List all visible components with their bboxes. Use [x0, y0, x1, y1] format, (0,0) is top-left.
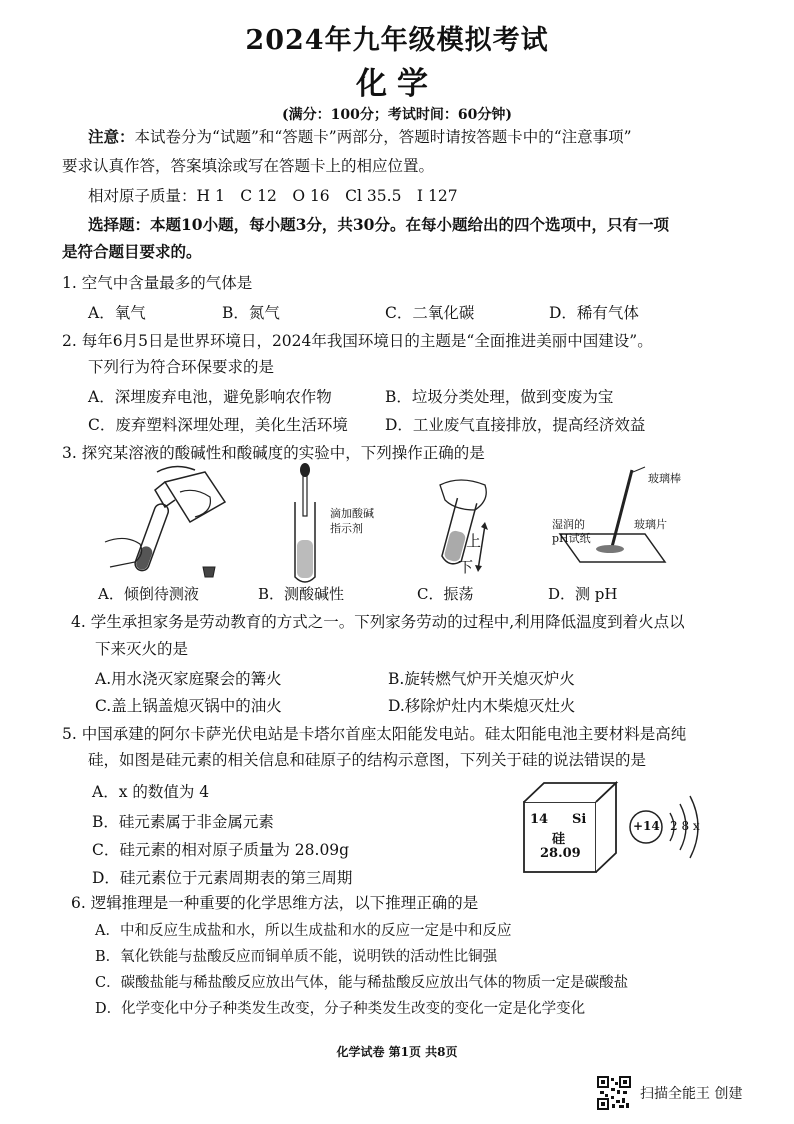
element-name: 硅	[552, 832, 566, 847]
label-paper-2: pH试纸	[552, 532, 591, 545]
q6-stem: 6. 逻辑推理是一种重要的化学思维方法，以下推理正确的是	[71, 894, 479, 912]
notice-text-1: 本试卷分为“试题”和“答题卡”两部分，答题时请按答题卡中的“注意事项”	[134, 128, 632, 146]
atom-nucleus: +14	[633, 819, 660, 833]
q1-stem: 1. 空气中含量最多的气体是	[62, 274, 253, 292]
subject-title: 化学	[356, 66, 438, 102]
section-line-1	[88, 214, 669, 236]
q1-option-b: B．氮气	[222, 304, 280, 322]
atomic-mass: 相对原子质量：H 1 C 12 O 16 Cl 35.5 I 127	[88, 187, 458, 205]
q4-option-c: C.盖上锅盖熄灭锅中的油火	[95, 697, 282, 715]
q5-option-a: A．x 的数值为 4	[92, 783, 210, 801]
label-up: 上	[466, 532, 482, 550]
q2-option-c: C．废弃塑料深埋处理，美化生活环境	[88, 416, 348, 434]
q4-stem-1: 4. 学生承担家务是劳动教育的方式之一。下列家务劳动的过程中,利用降低温度到着火点以	[71, 613, 685, 631]
notice-line-2: 要求认真作答，答案填涂或写在答题卡上的相应位置。	[62, 157, 435, 175]
q3-option-b: B．测酸碱性	[258, 585, 345, 603]
section-text-1: 本题10小题，每小题3分，共30分。在每小题给出的四个选项中，只有一项	[150, 215, 669, 234]
label-paper-1: 湿润的	[552, 518, 585, 531]
atom-shells: 2 8 x	[670, 819, 700, 833]
q2-option-b: B．垃圾分类处理，做到变废为宝	[385, 388, 614, 406]
page-footer: 化学试卷 第1页 共8页	[336, 1045, 458, 1059]
q2-option-a: A．深埋废弃电池，避免影响农作物	[88, 388, 332, 406]
q2-stem-1: 2. 每年6月5日是世界环境日，2024年我国环境日的主题是“全面推进美丽中国建设”。	[62, 332, 653, 350]
element-symbol: Si	[572, 812, 587, 827]
label-indicator-1: 滴加酸碱	[330, 507, 374, 520]
q5-option-d: D．硅元素位于元素周期表的第三周期	[92, 869, 353, 887]
q5-option-c: C．硅元素的相对原子质量为 28.09g	[92, 841, 350, 859]
q6-option-a: A．中和反应生成盐和水，所以生成盐和水的反应一定是中和反应	[95, 923, 512, 939]
q6-option-c: C．碳酸盐能与稀盐酸反应放出气体，能与稀盐酸反应放出气体的物质一定是碳酸盐	[95, 975, 629, 991]
q2-stem-2: 下列行为符合环保要求的是	[88, 358, 275, 376]
q3-option-a: A．倾倒待测液	[98, 585, 199, 603]
q3-option-d: D．测 pH	[548, 585, 618, 603]
exam-meta: (满分：100分；考试时间：60分钟)	[282, 107, 512, 123]
label-glass-plate: 玻璃片	[634, 518, 667, 531]
q3-stem: 3. 探究某溶液的酸碱性和酸碱度的实验中，下列操作正确的是	[62, 444, 485, 462]
section-label: 选择题：	[88, 215, 151, 234]
q1-option-a: A．氧气	[88, 304, 146, 322]
figure-pouring	[95, 462, 235, 582]
section-line-2: 是符合题目要求的。	[62, 242, 202, 261]
q4-option-a: A.用水浇灭家庭聚会的篝火	[95, 670, 282, 688]
qr-code-icon	[597, 1076, 631, 1110]
element-number: 14	[530, 812, 549, 827]
scanner-watermark: 扫描全能王 创建	[640, 1086, 743, 1102]
q6-option-b: B．氧化铁能与盐酸反应而铜单质不能，说明铁的活动性比铜强	[95, 949, 498, 965]
q2-option-d: D．工业废气直接排放，提高经济效益	[385, 416, 646, 434]
element-mass: 28.09	[540, 846, 581, 861]
q1-option-c: C．二氧化碳	[385, 304, 475, 322]
q5-option-b: B．硅元素属于非金属元素	[92, 813, 274, 831]
q4-option-d: D.移除炉灶内木柴熄灭灶火	[388, 697, 576, 715]
notice-line-1	[88, 126, 632, 148]
q5-stem-2: 硅，如图是硅元素的相关信息和硅原子的结构示意图，下列关于硅的说法错误的是	[88, 751, 647, 769]
figure-dropper	[290, 462, 320, 587]
q5-stem-1: 5. 中国承建的阿尔卡萨光伏电站是卡塔尔首座太阳能发电站。硅太阳能电池主要材料是高纯	[62, 725, 687, 743]
q4-stem-2: 下来灭火的是	[95, 640, 189, 658]
label-glass-rod: 玻璃棒	[648, 472, 681, 485]
label-indicator-2: 指示剂	[330, 522, 363, 535]
q4-option-b: B.旋转燃气炉开关熄灭炉火	[388, 670, 575, 688]
q3-option-c: C．振荡	[417, 585, 474, 603]
exam-title: 2024年九年级模拟考试	[245, 25, 549, 56]
q1-option-d: D．稀有气体	[549, 304, 639, 322]
label-down: 下	[458, 558, 474, 576]
q6-option-d: D．化学变化中分子种类发生改变，分子种类发生改变的变化一定是化学变化	[95, 1001, 586, 1017]
notice-label: 注意：	[88, 127, 135, 146]
